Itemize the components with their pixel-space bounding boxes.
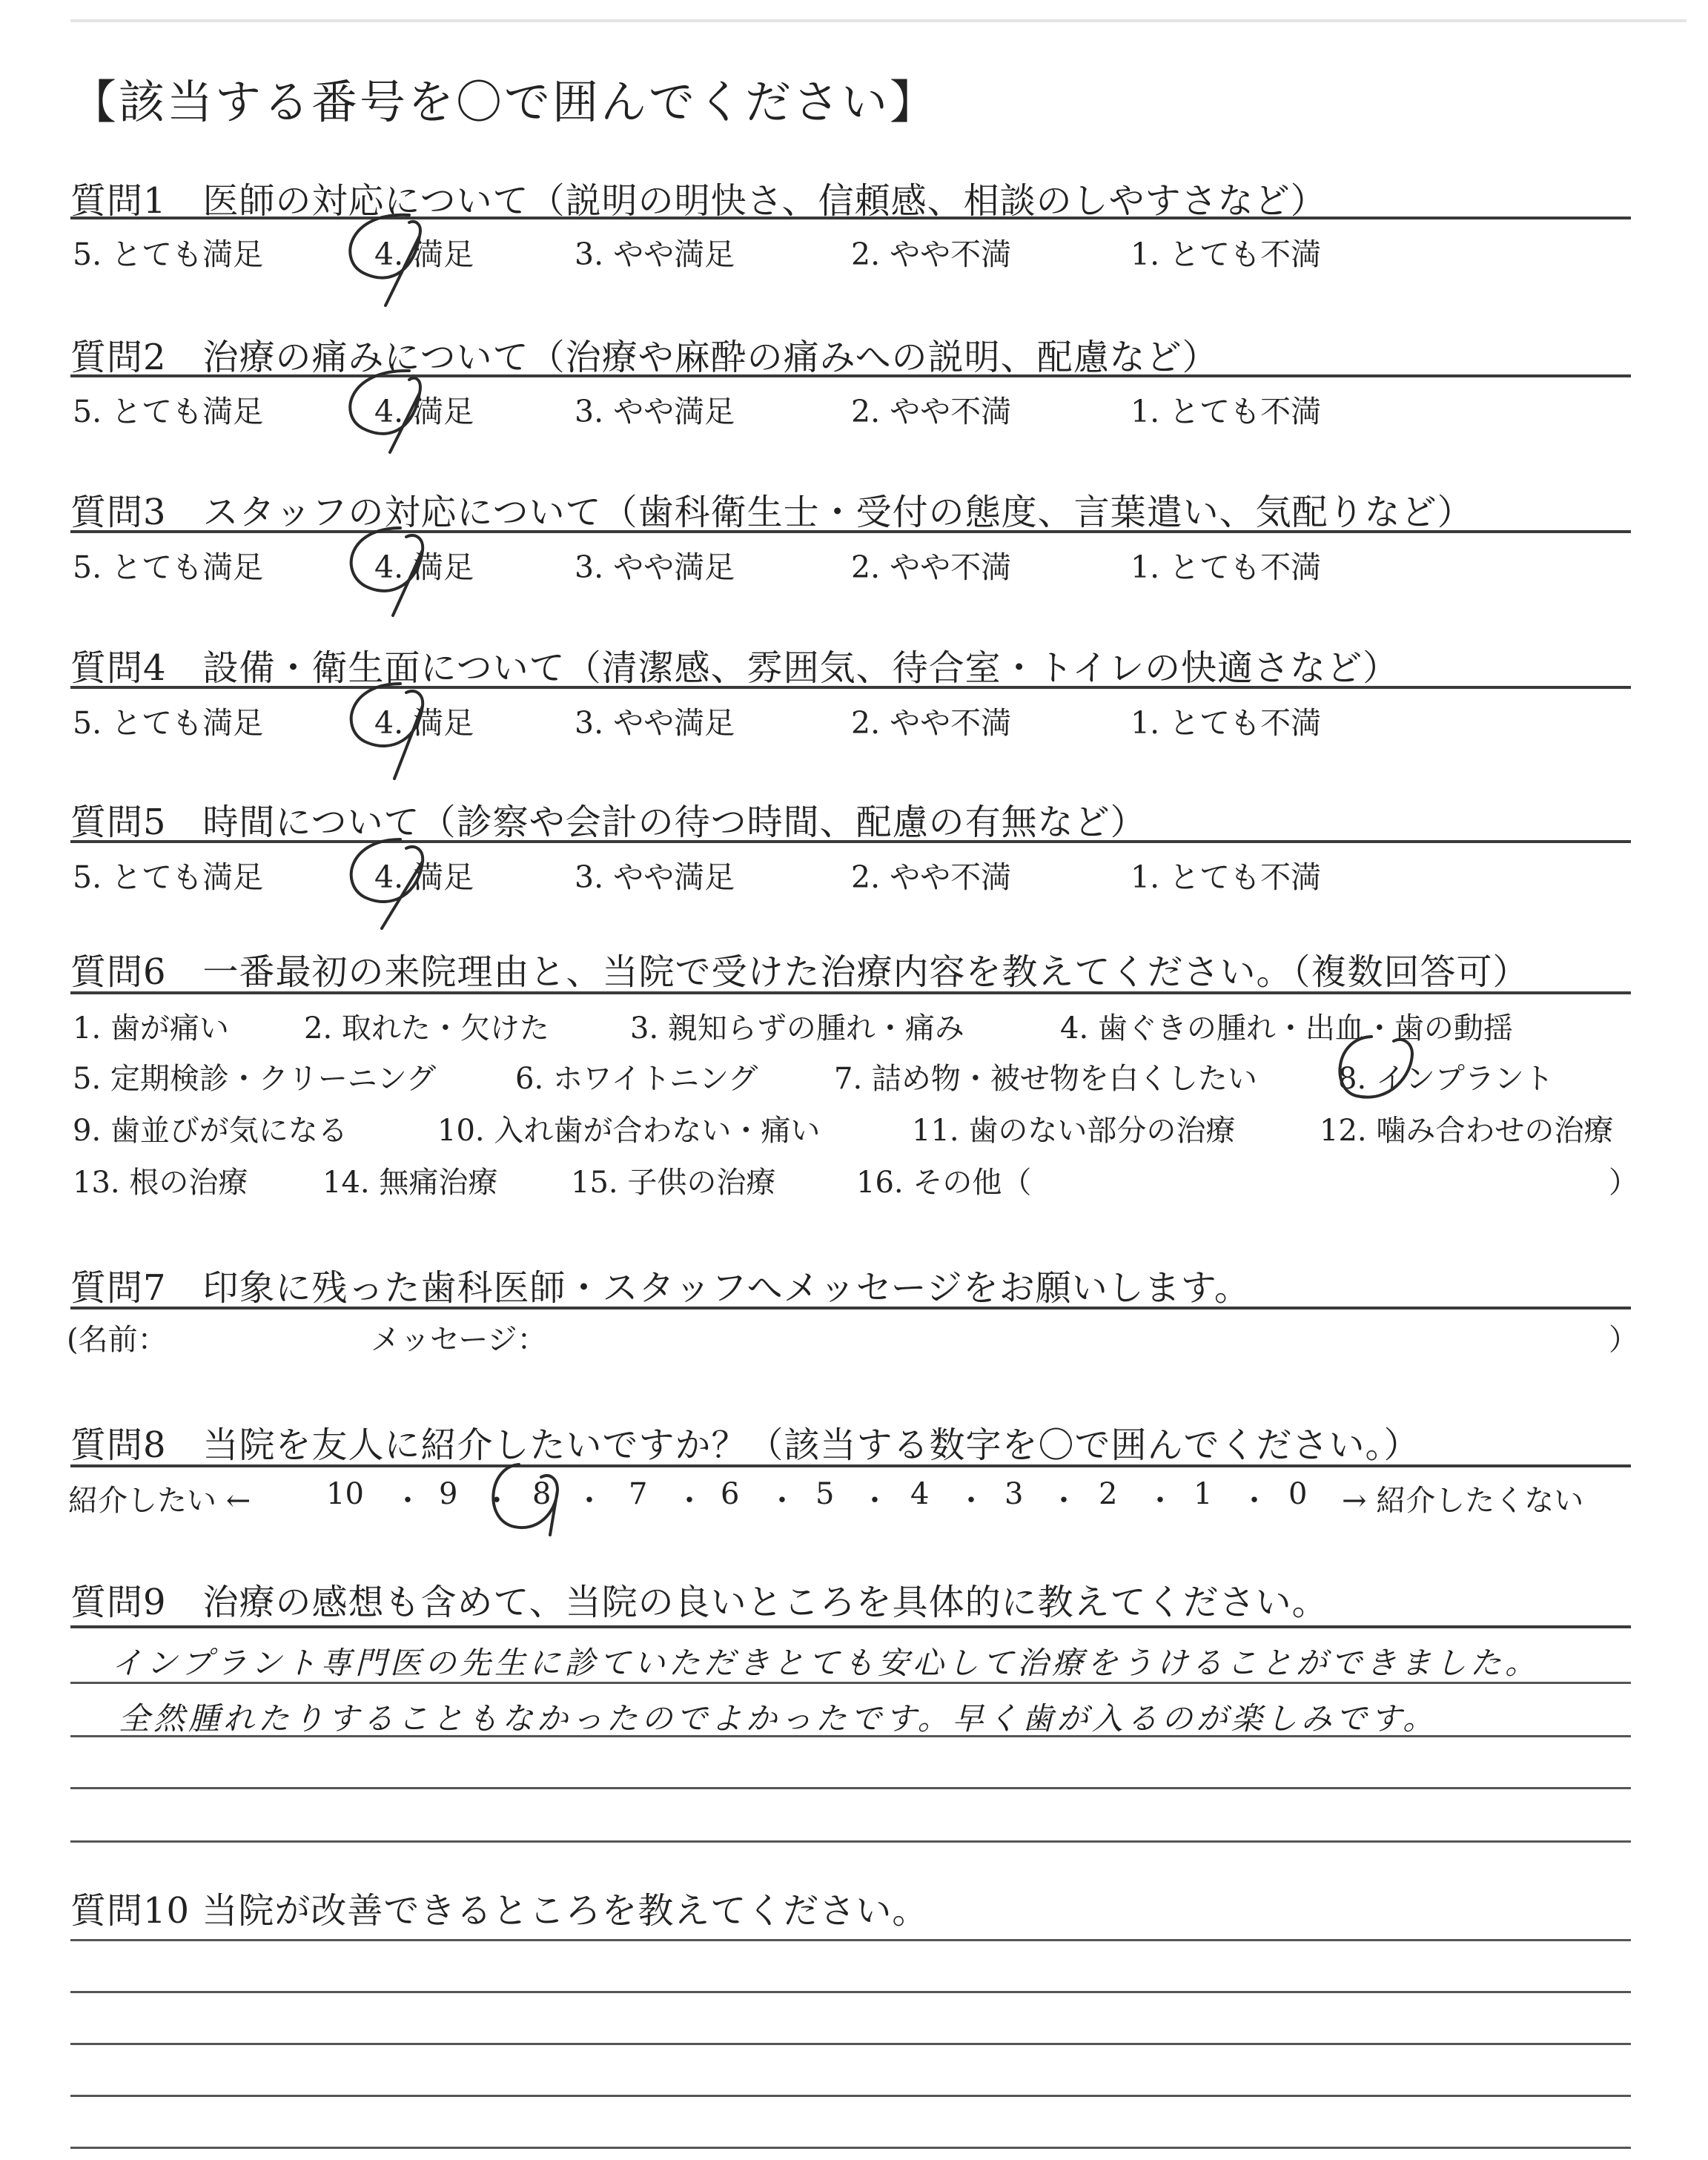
q8-left-label: 紹介したい ← <box>68 1484 251 1518</box>
q4-rule <box>70 686 1631 689</box>
q5-option-3[interactable]: 3. やや満足 <box>575 859 735 895</box>
q6-option-4[interactable]: 4. 歯ぐきの腫れ・出血・歯の動揺 <box>1060 1011 1513 1046</box>
q10-answer-line <box>70 2147 1631 2149</box>
q1-option-5[interactable]: 5. とても満足 <box>73 237 264 272</box>
q9-rule <box>70 1625 1631 1628</box>
q5-option-2[interactable]: 2. やや不満 <box>851 859 1012 895</box>
q6-option-2[interactable]: 2. 取れた・欠けた <box>304 1011 549 1046</box>
q5-option-5[interactable]: 5. とても満足 <box>73 859 264 895</box>
q6-rule <box>70 991 1631 994</box>
q3-rule <box>70 530 1631 533</box>
q4-option-4[interactable]: 4. 満足 <box>374 705 474 741</box>
q3-title: 質問3 スタッフの対応について（歯科衛生士・受付の態度、言葉遣い、気配りなど） <box>70 492 1474 533</box>
q5-title: 質問5 時間について（診察や会計の待つ時間、配慮の有無など） <box>70 802 1147 843</box>
q8-separator: ・ <box>1145 1484 1175 1518</box>
q6-title: 質問6 一番最初の来院理由と、当院で受けた治療内容を教えてください。（複数回答可） <box>70 951 1529 993</box>
q9-answer-line <box>70 1787 1631 1789</box>
q10-answer-line <box>70 2095 1631 2097</box>
q6-option-8[interactable]: 8. インプラント <box>1338 1062 1554 1096</box>
q6-option-13[interactable]: 13. 根の治療 <box>73 1166 248 1200</box>
q6-option-11[interactable]: 11. 歯のない部分の治療 <box>912 1114 1236 1148</box>
q2-rule <box>70 374 1631 377</box>
q8-separator: ・ <box>675 1484 704 1518</box>
q1-rule <box>70 217 1631 219</box>
q8-number-7[interactable]: 7 <box>629 1477 648 1511</box>
q6-option-7[interactable]: 7. 詰め物・被せ物を白くしたい <box>834 1062 1257 1096</box>
q9-answer-line-1[interactable]: インプラント専門医の先生に診ていただきとても安心して治療をうけることができました。 <box>111 1645 1540 1681</box>
q1-option-3[interactable]: 3. やや満足 <box>575 237 735 272</box>
q8-separator: ・ <box>767 1484 797 1518</box>
q8-number-3[interactable]: 3 <box>1004 1477 1024 1511</box>
q7-message-label: メッセージ： <box>371 1323 547 1357</box>
q8-rule <box>70 1464 1631 1467</box>
q2-option-3[interactable]: 3. やや満足 <box>575 394 735 429</box>
instruction-heading: 【該当する番号を〇で囲んでください】 <box>70 75 939 129</box>
q7-rule <box>70 1307 1631 1309</box>
q6-option-5[interactable]: 5. 定期検診・クリーニング <box>73 1062 437 1096</box>
q8-number-9[interactable]: 9 <box>439 1477 458 1511</box>
q8-right-label: → 紹介したくない <box>1342 1484 1584 1518</box>
q6-option-6[interactable]: 6. ホワイトニング <box>515 1062 758 1096</box>
q5-option-1[interactable]: 1. とても不満 <box>1131 859 1322 895</box>
q8-separator: ・ <box>393 1484 423 1518</box>
q2-option-4[interactable]: 4. 満足 <box>374 394 474 429</box>
q3-option-2[interactable]: 2. やや不満 <box>851 549 1012 585</box>
q9-answer-line <box>70 1840 1631 1843</box>
q10-answer-line <box>70 2043 1631 2045</box>
q2-option-2[interactable]: 2. やや不満 <box>851 394 1012 429</box>
q10-answer-line <box>70 1991 1631 1993</box>
q8-number-1[interactable]: 1 <box>1194 1477 1213 1511</box>
q3-option-4[interactable]: 4. 満足 <box>374 549 474 585</box>
q6-option-16[interactable]: 16. その他（ <box>856 1166 1032 1200</box>
q8-separator: ・ <box>956 1484 986 1518</box>
q6-option-14[interactable]: 14. 無痛治療 <box>322 1166 498 1200</box>
q7-name-label: (名前： <box>67 1323 168 1357</box>
q5-rule <box>70 840 1631 843</box>
q6-close-paren: ） <box>1609 1166 1638 1200</box>
q6-option-1[interactable]: 1. 歯が痛い <box>73 1011 229 1046</box>
q6-option-9[interactable]: 9. 歯並びが気になる <box>73 1114 348 1148</box>
q6-option-12[interactable]: 12. 噛み合わせの治療 <box>1320 1114 1614 1148</box>
q8-number-10[interactable]: 10 <box>326 1477 364 1511</box>
top-rule <box>70 19 1687 22</box>
q6-option-15[interactable]: 15. 子供の治療 <box>571 1166 776 1200</box>
q6-option-10[interactable]: 10. 入れ歯が合わない・痛い <box>437 1114 821 1148</box>
q8-number-8[interactable]: 8 <box>532 1477 552 1511</box>
q8-separator: ・ <box>860 1484 890 1518</box>
q8-separator: ・ <box>1239 1484 1269 1518</box>
q7-title: 質問7 印象に残った歯科医師・スタッフへメッセージをお願いします。 <box>70 1267 1251 1309</box>
q8-separator: ・ <box>575 1484 604 1518</box>
q3-option-5[interactable]: 5. とても満足 <box>73 549 264 585</box>
q10-answer-line <box>70 1939 1631 1941</box>
q8-number-2[interactable]: 2 <box>1099 1477 1118 1511</box>
q7-close-paren: ） <box>1609 1323 1638 1357</box>
q1-option-2[interactable]: 2. やや不満 <box>851 237 1012 272</box>
q3-option-1[interactable]: 1. とても不満 <box>1131 549 1322 585</box>
q8-title: 質問8 当院を友人に紹介したいですか？（該当する数字を〇で囲んでください。） <box>70 1424 1420 1466</box>
q1-option-4[interactable]: 4. 満足 <box>374 237 474 272</box>
q2-option-5[interactable]: 5. とても満足 <box>73 394 264 429</box>
q3-option-3[interactable]: 3. やや満足 <box>575 549 735 585</box>
q8-separator: ・ <box>482 1484 512 1518</box>
q4-option-1[interactable]: 1. とても不満 <box>1131 705 1322 741</box>
q8-separator: ・ <box>1049 1484 1079 1518</box>
q9-answer-line-2[interactable]: 全然腫れたりすることもなかったのでよかったです。早く歯が入るのが楽しみです。 <box>119 1700 1438 1737</box>
q4-option-3[interactable]: 3. やや満足 <box>575 705 735 741</box>
q1-option-1[interactable]: 1. とても不満 <box>1131 237 1322 272</box>
q4-title: 質問4 設備・衛生面について（清潔感、雰囲気、待合室・トイレの快適さなど） <box>70 647 1400 689</box>
q9-title: 質問9 治療の感想も含めて、当院の良いところを具体的に教えてください。 <box>70 1582 1328 1623</box>
q2-option-1[interactable]: 1. とても不満 <box>1131 394 1322 429</box>
q8-number-4[interactable]: 4 <box>910 1477 930 1511</box>
q5-option-4[interactable]: 4. 満足 <box>374 859 474 895</box>
q8-number-5[interactable]: 5 <box>815 1477 835 1511</box>
q10-title: 質問10 当院が改善できるところを教えてください。 <box>70 1890 929 1932</box>
q8-number-0[interactable]: 0 <box>1288 1477 1308 1511</box>
q4-option-2[interactable]: 2. やや不満 <box>851 705 1012 741</box>
q2-title: 質問2 治療の痛みについて（治療や麻酔の痛みへの説明、配慮など） <box>70 337 1219 378</box>
q4-option-5[interactable]: 5. とても満足 <box>73 705 264 741</box>
q1-title: 質問1 医師の対応について（説明の明快さ、信頼感、相談のしやすさなど） <box>70 180 1327 222</box>
q8-number-6[interactable]: 6 <box>721 1477 740 1511</box>
q6-option-3[interactable]: 3. 親知らずの腫れ・痛み <box>630 1011 964 1046</box>
